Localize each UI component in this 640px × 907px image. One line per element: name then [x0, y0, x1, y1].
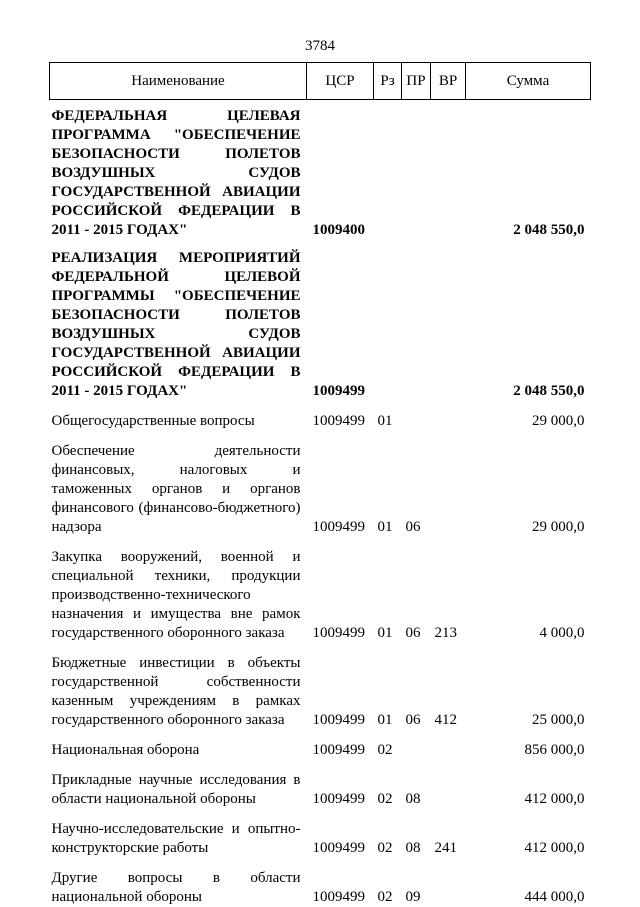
row-gap-cell	[50, 401, 591, 409]
cell-pr	[402, 738, 431, 760]
header-vr: ВР	[431, 63, 466, 100]
cell-pr: 06	[402, 439, 431, 537]
table-row	[50, 439, 591, 537]
cell-rz: 02	[374, 817, 402, 858]
cell-pr: 09	[402, 866, 431, 907]
header-pr: ПР	[402, 63, 431, 100]
cell-name: Научно-исследовательские и опытно-конструкторские работы	[50, 817, 307, 858]
row-gap	[50, 643, 591, 651]
table-row	[50, 409, 591, 431]
row-gap	[50, 760, 591, 768]
cell-rz: 02	[374, 738, 402, 760]
row-gap-cell	[50, 858, 591, 866]
cell-sum: 2 048 550,0	[466, 104, 591, 240]
cell-csr: 1009499	[307, 545, 374, 643]
cell-vr: 412	[431, 651, 466, 730]
table-row	[50, 866, 591, 907]
cell-name: ФЕДЕРАЛЬНАЯ ЦЕЛЕВАЯ ПРОГРАММА "ОБЕСПЕЧЕНИЕ БЕЗОПАСНОСТИ ПОЛЕТОВ ВОЗДУШНЫХ СУДОВ ГОСУДАРСТВЕННОЙ АВИАЦИИ РОССИЙСКОЙ ФЕДЕРАЦИИ В 2011 - 2015 ГОДАХ"	[50, 104, 307, 240]
cell-pr	[402, 104, 431, 240]
cell-csr: 1009499	[307, 651, 374, 730]
cell-csr: 1009499	[307, 246, 374, 401]
cell-csr: 1009499	[307, 866, 374, 907]
cell-name: Другие вопросы в области национальной обороны	[50, 866, 307, 907]
cell-name: Закупка вооружений, военной и специальной техники, продукции производственно-технического назначения и имущества вне рамок государственного оборонного заказа	[50, 545, 307, 643]
cell-name: Общегосударственные вопросы	[50, 409, 307, 431]
header-rz: Рз	[374, 63, 402, 100]
cell-vr: 241	[431, 817, 466, 858]
row-gap	[50, 809, 591, 817]
cell-csr: 1009499	[307, 768, 374, 809]
cell-rz: 01	[374, 439, 402, 537]
row-gap-cell	[50, 730, 591, 738]
cell-rz: 01	[374, 651, 402, 730]
row-gap	[50, 431, 591, 439]
cell-pr: 08	[402, 768, 431, 809]
cell-name: РЕАЛИЗАЦИЯ МЕРОПРИЯТИЙ ФЕДЕРАЛЬНОЙ ЦЕЛЕВОЙ ПРОГРАММЫ "ОБЕСПЕЧЕНИЕ БЕЗОПАСНОСТИ ПОЛЕТОВ ВОЗДУШНЫХ СУДОВ ГОСУДАРСТВЕННОЙ АВИАЦИИ РОССИЙСКОЙ ФЕДЕРАЦИИ В 2011 - 2015 ГОДАХ"	[50, 246, 307, 401]
cell-rz: 01	[374, 545, 402, 643]
cell-sum: 4 000,0	[466, 545, 591, 643]
row-gap-cell	[50, 431, 591, 439]
cell-vr	[431, 439, 466, 537]
row-gap	[50, 537, 591, 545]
cell-sum: 29 000,0	[466, 439, 591, 537]
cell-csr: 1009400	[307, 104, 374, 240]
cell-rz	[374, 104, 402, 240]
cell-csr: 1009499	[307, 817, 374, 858]
header-csr: ЦСР	[307, 63, 374, 100]
cell-sum: 412 000,0	[466, 768, 591, 809]
cell-vr	[431, 409, 466, 431]
row-gap-cell	[50, 809, 591, 817]
cell-name: Бюджетные инвестиции в объекты государственной собственности казенным учреждениям в рамках государственного оборонного заказа	[50, 651, 307, 730]
cell-sum: 2 048 550,0	[466, 246, 591, 401]
header-name: Наименование	[50, 63, 307, 100]
cell-pr: 08	[402, 817, 431, 858]
table-body	[50, 100, 591, 907]
cell-csr: 1009499	[307, 409, 374, 431]
cell-name: Обеспечение деятельности финансовых, налоговых и таможенных органов и органов финансового (финансово-бюджетного) надзора	[50, 439, 307, 537]
cell-sum: 29 000,0	[466, 409, 591, 431]
cell-sum: 856 000,0	[466, 738, 591, 760]
table-row	[50, 817, 591, 858]
table-row	[50, 768, 591, 809]
cell-name: Прикладные научные исследования в области национальной обороны	[50, 768, 307, 809]
row-gap	[50, 401, 591, 409]
cell-pr: 06	[402, 545, 431, 643]
table-row	[50, 545, 591, 643]
row-gap-cell	[50, 643, 591, 651]
row-gap	[50, 730, 591, 738]
cell-pr	[402, 246, 431, 401]
table-header-row	[50, 63, 591, 100]
cell-name: Национальная оборона	[50, 738, 307, 760]
table-row	[50, 246, 591, 401]
cell-rz: 02	[374, 866, 402, 907]
row-gap-cell	[50, 537, 591, 545]
row-gap	[50, 858, 591, 866]
cell-vr	[431, 104, 466, 240]
cell-vr	[431, 246, 466, 401]
cell-sum: 25 000,0	[466, 651, 591, 730]
cell-rz	[374, 246, 402, 401]
cell-vr	[431, 768, 466, 809]
cell-vr: 213	[431, 545, 466, 643]
cell-vr	[431, 738, 466, 760]
cell-rz: 01	[374, 409, 402, 431]
cell-vr	[431, 866, 466, 907]
budget-table	[49, 62, 591, 907]
cell-pr	[402, 409, 431, 431]
cell-csr: 1009499	[307, 738, 374, 760]
table-row	[50, 738, 591, 760]
cell-sum: 412 000,0	[466, 817, 591, 858]
row-gap-cell	[50, 760, 591, 768]
cell-sum: 444 000,0	[466, 866, 591, 907]
cell-pr: 06	[402, 651, 431, 730]
cell-csr: 1009499	[307, 439, 374, 537]
cell-rz: 02	[374, 768, 402, 809]
table-row	[50, 104, 591, 240]
page-number: 3784	[0, 38, 640, 55]
header-sum: Сумма	[466, 63, 591, 100]
table-row	[50, 651, 591, 730]
